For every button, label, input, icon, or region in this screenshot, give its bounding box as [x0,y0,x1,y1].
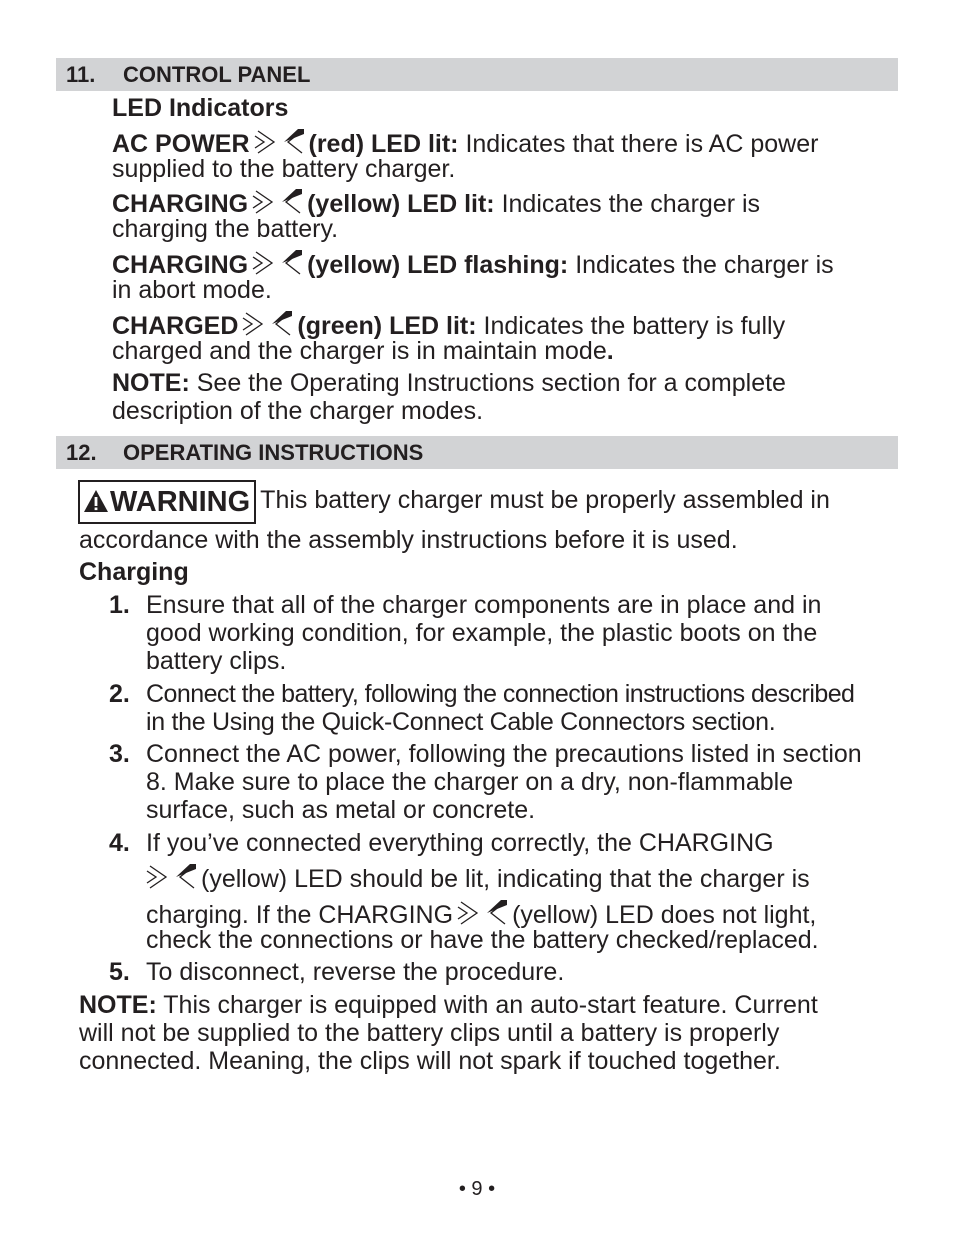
operating-note-text-2: will not be supplied to the battery clips until a battery is properly [79,1019,780,1047]
operating-note-text-1: This charger is equipped with an auto-start feature. Current [163,991,818,1019]
control-note-line [112,369,786,397]
step-4-text-4: check the connections or have the battery checked/replaced. [146,926,819,954]
section-title: OPERATING INSTRUCTIONS [123,440,424,465]
step-number: 4. [109,829,130,857]
section-number: 12. [66,440,97,465]
page-number: • 9 • [458,1178,496,1200]
control-note-text-2: description of the charger modes. [112,397,484,425]
step-4-text-2: (yellow) LED should be lit, indicating that the charger is [201,865,810,893]
charged-desc-2: charged and the charger is in maintain mode [112,337,607,365]
step-4-line-3 [146,898,816,929]
section-12-header [56,436,898,469]
ac-power-desc: Indicates that there is AC power [465,130,819,158]
led-indicator-icon [254,127,306,157]
step-4-text-3b: (yellow) LED does not light, [512,901,817,929]
charging-lit-desc-2: charging the battery. [112,215,339,243]
warning-badge [78,480,256,524]
step-number: 3. [109,740,130,768]
section-number: 11. [66,62,96,87]
charged-period: . [606,337,614,365]
led-indicator-icon [242,309,294,339]
charged-label: CHARGED [112,312,239,340]
warning-text-2: accordance with the assembly instructions before it is used. [79,526,738,554]
charged-state: (green) LED lit: [297,312,477,340]
led-indicator-icon [252,248,304,278]
charging-flash-state: (yellow) LED flashing: [307,251,569,279]
warning-triangle-icon [83,489,109,513]
step-4-text-1: If you’ve connected everything correctly, the CHARGING [146,829,774,857]
control-note-text: See the Operating Instructions section for a complete [196,369,786,397]
step-4-text-3a: charging. If the CHARGING [146,901,454,929]
step-number: 1. [109,591,130,619]
step-1-text-3: battery clips. [146,647,287,675]
led-indicator-icon [252,187,304,217]
warning-line [78,477,830,524]
led-indicator-icon [146,862,198,892]
warning-text: This battery charger must be properly assembled in [260,486,830,514]
charging-flash-desc: Indicates the charger is [575,251,834,279]
step-5-text-1: To disconnect, reverse the procedure. [146,958,565,986]
step-1-text-2: good working condition, for example, the plastic boots on the [146,619,818,647]
note-label: NOTE: [112,369,190,397]
operating-note-line [79,991,818,1019]
charged-desc-2-line [112,337,614,365]
step-number: 5. [109,958,130,986]
note-label: NOTE: [79,991,157,1019]
ac-power-line [112,127,818,158]
charging-heading: Charging [79,558,189,586]
step-4-line-2 [146,862,810,893]
warning-label: WARNING [110,486,251,518]
charged-line [112,309,785,340]
charging-flash-line [112,248,834,279]
step-3-text-2: 8. Make sure to place the charger on a dry, non-flammable [146,768,794,796]
ac-power-state: (red) LED lit: [308,130,459,158]
step-2-text-1: Connect the battery, following the connection instructions described [146,680,855,708]
step-3-text-3: surface, such as metal or concrete. [146,796,536,824]
operating-note-text-3: connected. Meaning, the clips will not spark if touched together. [79,1047,781,1075]
charging-flash-desc-2: in abort mode. [112,276,272,304]
ac-power-desc-2: supplied to the battery charger. [112,155,456,183]
charging-label: CHARGING [112,190,249,218]
step-number: 2. [109,680,130,708]
ac-power-label: AC POWER [112,130,250,158]
step-1-text-1: Ensure that all of the charger components are in place and in [146,591,822,619]
led-indicators-heading: LED Indicators [112,94,289,122]
section-title: CONTROL PANEL [123,62,311,87]
section-11-header [56,58,898,91]
charging-lit-state: (yellow) LED lit: [307,190,495,218]
step-3-text-1: Connect the AC power, following the precautions listed in section [146,740,862,768]
charging-label: CHARGING [112,251,249,279]
led-indicator-icon [457,898,509,928]
charging-lit-line [112,187,760,218]
charged-desc: Indicates the battery is fully [483,312,786,340]
charging-lit-desc: Indicates the charger is [501,190,761,218]
step-2-text-2: in the Using the Quick-Connect Cable Connectors section. [146,708,776,736]
